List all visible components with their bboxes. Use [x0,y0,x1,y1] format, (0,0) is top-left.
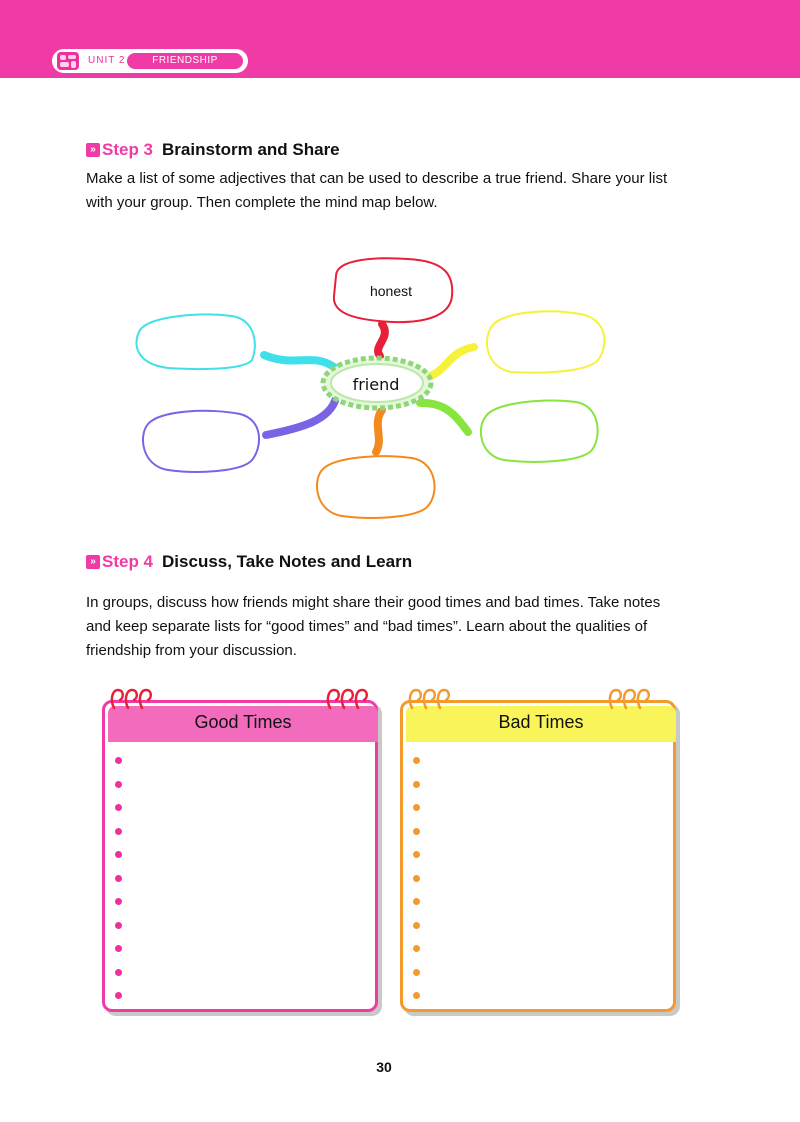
list-bullet [413,875,420,882]
unit-title: FRIENDSHIP [127,53,243,69]
page-number: 30 [376,1059,392,1075]
list-bullet [115,828,122,835]
list-bullet [413,945,420,952]
bubble-lower-right [481,401,598,462]
list-bullet [115,851,122,858]
step3-instructions: Make a list of some adjectives that can be used to describe a true friend. Share your list with your group. Then complete the mind map below. [86,170,668,211]
list-bullet [115,804,122,811]
list-bullet [413,781,420,788]
connector-lower-right [420,403,468,432]
list-bullet [115,875,122,882]
good-times-list [115,757,122,1016]
list-bullet [115,781,122,788]
bad-times-list [413,757,420,1016]
list-bullet [413,757,420,764]
step4-number: Step 4 [102,552,154,571]
list-bullet [413,969,420,976]
list-bullet [115,898,122,905]
bad-times-title: Bad Times [498,712,584,732]
center-label: friend [352,375,400,394]
mind-map [0,0,800,540]
good-times-body[interactable] [102,700,378,1012]
list-bullet [413,922,420,929]
connector-upper-right [428,347,474,377]
bad-times-card [400,700,678,1016]
list-bullet [115,922,122,929]
step4-heading [86,551,412,573]
bubble-upper-left [136,315,254,370]
list-bullet [115,757,122,764]
list-bullet [413,992,420,999]
good-times-card [102,700,380,1016]
connector-top [378,324,385,356]
bubble-bottom [317,456,435,518]
step-arrows-icon: » [86,555,100,569]
bubble-upper-right [487,311,605,372]
bad-times-body[interactable] [400,700,676,1012]
step3-title: Brainstorm and Share [162,140,340,159]
connector-lower-left [266,398,336,435]
step3-number: Step 3 [102,140,154,159]
binder-rings-icon [324,686,372,714]
good-times-title: Good Times [194,712,292,732]
list-bullet [413,804,420,811]
list-bullet [115,992,122,999]
step4-title: Discuss, Take Notes and Learn [162,552,413,571]
binder-rings-icon [108,686,156,714]
binder-rings-icon [606,686,654,714]
unit-label: UNIT 2 [88,55,126,66]
list-bullet [115,969,122,976]
bubble-lower-left [143,411,259,472]
connector-upper-left [264,355,334,367]
list-bullet [413,898,420,905]
list-bullet [115,945,122,952]
bubble-top-label: honest [369,283,413,299]
step4-instructions: In groups, discuss how friends might share their good times and bad times. Take notes and keep separate lists for “good times” and “bad times”. Learn about the qualities of friendship from your discussion. [86,594,661,659]
step-arrows-icon: » [86,143,100,157]
list-bullet [413,828,420,835]
binder-rings-icon [406,686,454,714]
list-bullet [413,851,420,858]
connector-bottom [376,410,382,452]
